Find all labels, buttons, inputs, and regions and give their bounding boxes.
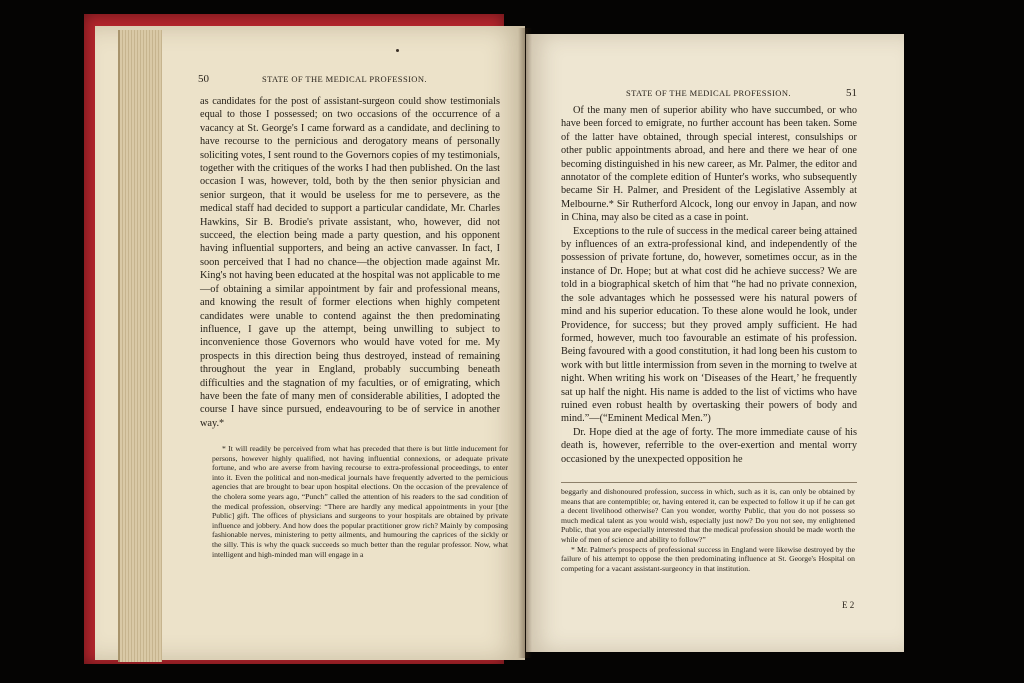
signature-mark: E 2 [842, 600, 855, 610]
right-footnote-paragraph: beggarly and dishonoured profession, success in which, such as it is, can only be obtained by means that are contemptible; or, having entered it, can be expected to follow it up if he can get a decent livelihood otherwise? Can you wonder, worthy Public, that you do not possess so much medical talent as you would wish, especially just now? Do you not see, my enlightened Public, that you are especially interested that the medical profession should be made worth the while of men of science and ability to follow?” [561, 487, 855, 544]
left-page-number: 50 [198, 73, 209, 85]
left-running-head: STATE OF THE MEDICAL PROFESSION. [262, 74, 427, 84]
left-footnote-paragraph: * It will readily be perceived from what has preceded that there is but little inducement for persons, however highly qualified, not having influential connexions, or adequate private fortune, and who are averse from having recourse to extra-professional proceedings, to enter into it. Even the political and non-medical journals have frequently adverted to the pernicious agencies that are brought to bear upon hospital elections. On the occasion of the prevalence of the cholera some years ago, “Punch” called the attention of his readers to the sad condition of the medical profession, observing: “There are hardly any medical appointments in your [the Public] gift. The offices of physicians and surgeons to your hospitals are obtained by private influence and jobbery. And how does the popular practitioner grow rich? Mainly by composing fashionable nerves, ministering to petty ailments, and humouring the caprices of the sickly or the silly. This is why the quack succeeds so much better than the regular professor. Now, what intelligent and high-minded man will engage in a [212, 444, 508, 559]
right-footnote-paragraph: * Mr. Palmer's prospects of professional success in England were likewise destroyed by the failure of his attempt to oppose the then predominating influence at St. George's Hospital on competing for a vacant assistant-surgeoncy in that institution. [561, 544, 855, 573]
right-running-head: STATE OF THE MEDICAL PROFESSION. [626, 88, 791, 98]
right-page-number: 51 [846, 87, 857, 99]
left-footnote [212, 444, 508, 559]
left-body-text [200, 95, 500, 430]
ink-speck [396, 49, 399, 52]
left-body-paragraph: as candidates for the post of assistant-surgeon could show testimonials equal to those I possessed; on two occasions of the occurrence of a vacancy at St. George's I came forward as a candidate, and declining to have recourse to the pernicious and derogatory means of personally soliciting votes, I sent round to the Governors copies of my testimonials, together with the critiques of the works I had then published. On the last occasion I was, however, told, both by the then senior physician and senior surgeon, that it would be useless for me to persevere, as the medical staff had decided to support a particular candidate, Mr. Charles Hawkins, Sir B. Brodie's private assistant, who, however, did not succeed, the election being made a party question, and his opponent having influential supporters, and being an active canvasser. In fact, I soon perceived that I had no chance—the objection made against Mr. King's not having been educated at the hospital was not applicable to me—of obtaining a similar appointment by fair and professional means, and knowing the result of former elections when highly competent candidates were unable to contend against the then predominating influence, I gave up the attempt, being unwilling to subject to inconvenience those Governors who would have voted for me. My prospects in this direction being thus destroyed, instead of remaining throughout the year in England, probably succumbing beneath difficulties and the stagnation of my faculties, or of emigrating, which have been the fate of many men of considerable abilities, I adopted the course I have since pursued, endeavouring to be of service in another way.* [200, 96, 500, 429]
book-gutter [518, 28, 532, 658]
footnote-divider [561, 482, 857, 483]
page-block-edges [118, 30, 162, 662]
right-footnote [561, 487, 855, 573]
right-body-text [561, 104, 857, 466]
right-body-paragraph: Of the many men of superior ability who have succumbed, or who have been forced to emigrate, no further account has been taken. Some of the latter have obtained, through special interest, consulships or other public appointments abroad, and here and there we hear of one becoming distinguished in his new career, as Mr. Palmer, the editor and annotator of the complete edition of Hunter's works, who subsequently became Sir H. Palmer, and President of the Legislative Assembly at Melbourne.* Sir Rutherford Alcock, long our envoy in Japan, and now in China, may also be cited as a case in point. [561, 105, 857, 224]
right-body-paragraph: Dr. Hope died at the age of forty. The more immediate cause of his death is, however, referrible to the over-exertion and mental worry occasioned by the unexpected opposition he [561, 426, 857, 465]
right-body-paragraph: Exceptions to the rule of success in the medical career being attained by influences of an extra-professional kind, and independently of the possession of private fortune, do, however, sometimes occur, as in the instance of Dr. Hope; but at what cost did he achieve success? We are told in a biographical sketch of him that “he had no private connexion, the sole advantages which he possessed were his natural powers of mind and his superior education. To these alone would he look, under Providence, for success; but they proved amply sufficient. He had formed, however, much too favourable an estimate of his profession. Being favoured with a good constitution, it had long been his custom to work with but little intermission from seven in the morning to twelve at night. When writing his work on ‘Diseases of the Heart,’ he frequently sat up half the night. His name is added to the list of victims who have ruined even robust health by overtasking their powers of body and mind.”—(“Eminent Medical Men.”) [561, 225, 857, 425]
